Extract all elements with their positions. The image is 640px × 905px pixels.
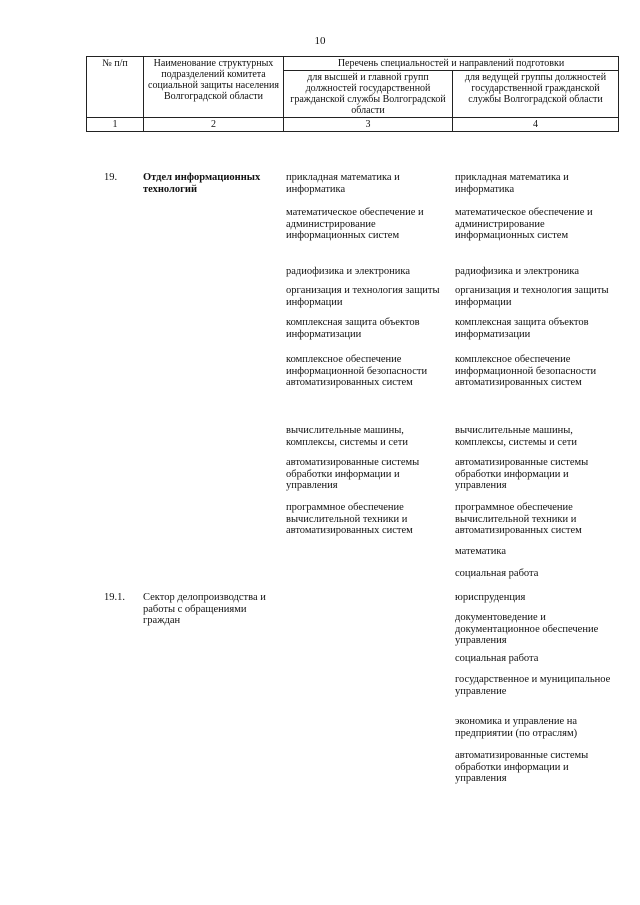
specialty-item: организация и технология защиты информации xyxy=(455,285,609,308)
specialty-item: автоматизированные системы обработки информации и управления xyxy=(455,750,589,785)
specialty-item: автоматизированные системы обработки информации и управления xyxy=(286,457,420,492)
specialty-item: автоматизированные системы обработки информации и управления xyxy=(455,457,589,492)
specialty-item: прикладная математика и информатика xyxy=(286,172,400,195)
table-header xyxy=(86,56,619,132)
specialty-item: организация и технология защиты информации xyxy=(286,285,440,308)
header-higher: для высшей и главной групп должностей государственной гражданской службы Волгоградской области xyxy=(284,71,453,118)
specialty-item: государственное и муниципальное управление xyxy=(455,674,611,697)
department-name: Сектор делопроизводства и работы с обращениями граждан xyxy=(143,592,266,626)
col-number-2: 2 xyxy=(144,118,284,132)
specialty-item: комплексная защита объектов информатизации xyxy=(455,317,589,340)
page-number: 10 xyxy=(314,35,326,47)
header-leading: для ведущей группы должностей государственной гражданской службы Волгоградской области xyxy=(453,71,619,118)
col-number-1: 1 xyxy=(87,118,144,132)
specialty-item: радиофизика и электроника xyxy=(455,266,580,277)
specialty-item: юриспруденция xyxy=(455,592,526,603)
specialty-item: экономика и управление на предприятии (по отраслям) xyxy=(455,716,578,739)
department-name: Отдел информационных технологий xyxy=(143,172,261,195)
col-number-4: 4 xyxy=(453,118,619,132)
specialty-item: вычислительные машины, комплексы, системы и сети xyxy=(455,425,578,448)
specialty-item: математическое обеспечение и администрирование информационных систем xyxy=(455,207,593,242)
specialty-item: вычислительные машины, комплексы, системы и сети xyxy=(286,425,409,448)
specialty-item: программное обеспечение вычислительной техники и автоматизированных систем xyxy=(286,502,413,537)
header-num: № п/п xyxy=(87,57,144,118)
specialty-item: прикладная математика и информатика xyxy=(455,172,569,195)
specialty-item: радиофизика и электроника xyxy=(286,266,411,277)
row-number: 19. xyxy=(104,172,118,183)
specialty-item: документоведение и документационное обеспечение управления xyxy=(455,612,599,647)
specialty-item: комплексное обеспечение информационной безопасности автоматизированных систем xyxy=(455,354,597,389)
col-number-3: 3 xyxy=(284,118,453,132)
specialty-item: комплексное обеспечение информационной безопасности автоматизированных систем xyxy=(286,354,428,389)
header-list: Перечень специальностей и направлений подготовки xyxy=(284,57,619,71)
specialty-item: комплексная защита объектов информатизации xyxy=(286,317,420,340)
specialty-item: социальная работа xyxy=(455,653,539,664)
specialty-item: математическое обеспечение и администрирование информационных систем xyxy=(286,207,424,242)
header-name: Наименование структурных подразделений комитета социальной защиты населения Волгоградской области xyxy=(144,57,284,118)
specialty-item: программное обеспечение вычислительной техники и автоматизированных систем xyxy=(455,502,582,537)
specialty-item: социальная работа xyxy=(455,568,539,579)
row-number: 19.1. xyxy=(104,592,125,603)
specialty-item: математика xyxy=(455,546,506,557)
